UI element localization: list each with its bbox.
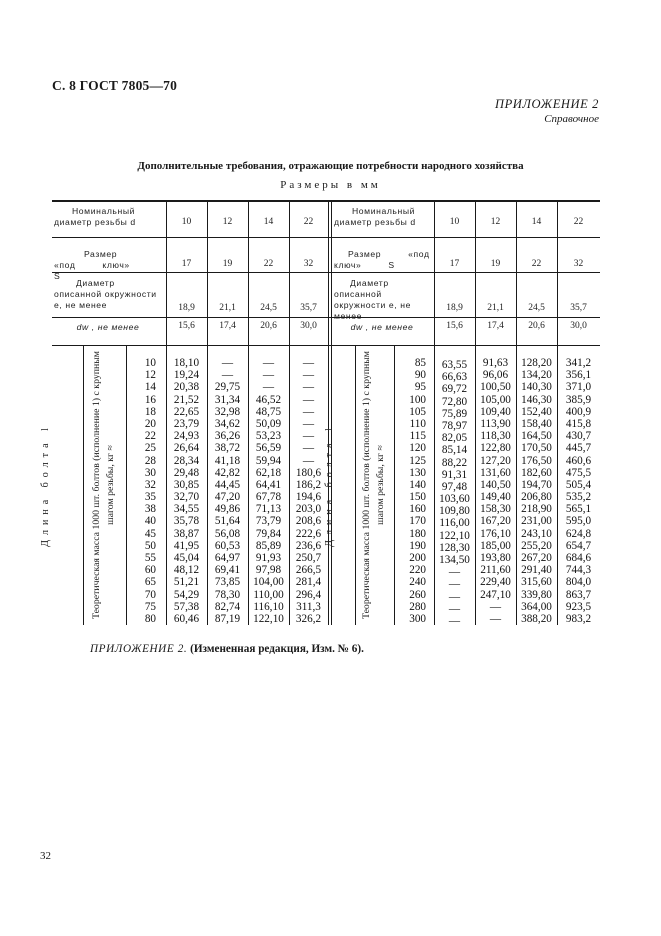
table-cell: 128,20 [521,357,552,369]
table-cell: 47,20 [214,491,241,504]
table-cell: 388,20 [521,612,552,625]
table-cell: 97,48 [441,480,468,493]
table-cell: 565,1 [565,503,592,516]
table-cell: 229,40 [480,576,511,589]
table-cell: 30 [144,466,156,479]
table-cell: 176,50 [521,454,552,467]
table-cell: — [489,612,502,625]
col-rule [355,346,356,625]
nominal-d-12: 12 [490,217,501,227]
bolt-length-column [126,357,156,625]
wrench-s: 17 [181,259,192,269]
table-cell: — [221,369,234,382]
table-cell: 170,50 [521,442,552,455]
table-cell: 75,89 [441,407,468,420]
table-cell: 110 [409,417,426,430]
table-cell: 744,3 [565,564,592,577]
table-cell: 82,05 [441,432,468,445]
appendix-label-block [495,97,599,127]
table-cell: 85,14 [441,444,468,457]
appendix-type: Справочное [544,113,599,125]
mass-column-d10 [434,359,475,627]
table-cell: 19,24 [173,369,200,382]
table-cell: 35 [144,491,156,504]
table-cell: 95 [414,381,426,394]
page-header: С. 8 ГОСТ 7805—70 [52,78,178,93]
nominal-d-10: 10 [181,217,192,227]
table-cell: — [448,566,461,579]
table-cell: 115 [409,430,426,443]
table-cell: 131,60 [480,466,511,479]
table-cell: 311,3 [296,600,321,613]
nominal-d-10: 10 [449,217,460,227]
table-cell: 59,94 [255,454,282,467]
appendix-label: ПРИЛОЖЕНИЕ 2 [494,97,599,111]
table-cell: 32 [144,478,156,491]
table-cell: 28 [144,454,156,467]
table-cell: 69,72 [441,383,468,396]
table-cell: 67,78 [255,491,282,504]
nominal-d-14: 14 [263,217,274,227]
page-number: 32 [40,850,51,862]
table-cell: 208,6 [295,515,322,528]
table-cell: 206,80 [521,491,552,504]
table-cell: 140,30 [521,381,552,394]
dw-value: 20,6 [528,321,545,331]
table-cell: 71,13 [255,503,282,516]
row-rule [52,345,600,346]
circ-diameter-e: 24,5 [260,303,277,313]
table-cell: 69,41 [214,564,241,577]
table-cell: 113,90 [480,417,511,430]
table-cell: 240 [409,576,426,589]
table-cell: 70 [144,588,156,601]
table-cell: 103,60 [439,493,470,506]
table-cell: 415,8 [565,417,592,430]
nominal-d-12: 12 [222,217,233,227]
table-cell: 21,52 [173,393,200,406]
table-cell: 140 [409,478,426,491]
wrench-s: 17 [449,259,460,269]
table-cell: 255,20 [521,539,552,552]
dw-value: 17,4 [219,321,236,331]
circ-diameter-e: 18,9 [178,303,195,313]
table-cell: 160 [409,503,426,516]
table-cell: 654,7 [565,539,592,552]
table-cell: 48,75 [255,405,282,418]
table-cell: 56,59 [255,442,282,455]
footnote-appendix-ref: ПРИЛОЖЕНИЕ 2. [90,643,188,655]
table-cell: 247,10 [480,588,511,601]
table-cell: 44,45 [214,478,241,491]
table-cell: — [302,442,315,455]
wrench-s: 19 [222,259,233,269]
table-cell: 20,38 [173,381,200,394]
table-cell: 73,85 [214,576,241,589]
table-cell: 18 [144,405,156,418]
table-cell: 134,50 [439,554,470,566]
table-cell: 26,64 [173,442,200,455]
table-cell: — [448,578,461,591]
table-top-rule [52,200,600,202]
circ-diameter-e: 35,7 [300,303,317,313]
table-cell: 53,23 [255,430,282,443]
table-cell: 146,30 [521,393,552,406]
table-cell: 180,6 [295,466,322,479]
table-cell: — [489,600,502,613]
table-cell: 34,55 [173,503,200,516]
table-cell: 65 [144,576,156,589]
table-cell: 315,60 [521,576,552,589]
mass-column-d12 [207,357,248,625]
table-cell: 130 [409,466,426,479]
table-cell: 60 [144,564,156,577]
table-cell: 385,9 [565,393,592,406]
table-cell: 190 [409,539,426,552]
wrench-s: 32 [303,259,314,269]
table-cell: 260 [409,588,426,601]
table-cell: 57,38 [173,600,200,613]
table-cell: 193,80 [480,552,511,564]
header-label-nominal-diameter: Номинальный диаметр резьбы d [54,206,136,227]
table-cell: 22,65 [173,405,200,418]
table-cell: 91,63 [482,357,509,369]
table-cell: 122,10 [253,612,284,625]
table-cell: — [302,454,315,467]
table-cell: 110,00 [253,588,284,601]
table-cell: 116,10 [253,600,284,613]
table-cell: 40 [144,515,156,528]
bolt-length-column [394,357,426,625]
table-cell: — [302,430,315,443]
table-cell: 186,2 [295,478,322,491]
table-cell: 23,79 [173,417,200,430]
table-cell: 109,40 [480,405,511,418]
table-cell: — [262,357,275,369]
table-cell: 371,0 [565,381,592,394]
table-cell: 122,80 [480,442,511,455]
table-cell: 54,29 [173,588,200,601]
table-cell: 38 [144,503,156,516]
table-cell: 445,7 [565,442,592,455]
table-cell: — [302,369,315,382]
table-cell: 63,55 [441,359,468,371]
table-cell: 127,20 [480,454,511,467]
table-cell: 48,12 [173,564,200,577]
table-cell: 266,5 [295,564,322,577]
table-cell: 62,18 [255,466,282,479]
nominal-d-14: 14 [531,217,542,227]
table-cell: 300 [409,612,426,625]
table-cell: 105 [409,405,426,418]
header-label-wrench-size: Размер «под ключ» S [334,249,430,270]
table-cell: 203,0 [295,503,322,516]
table-cell: 82,74 [214,600,241,613]
table-cell: 475,5 [565,466,592,479]
table-cell: 804,0 [565,576,592,589]
table-cell: 51,21 [173,576,200,589]
table-cell: 24,93 [173,430,200,443]
table-cell: 863,7 [565,588,592,601]
table-cell: 18,10 [173,357,200,369]
table-cell: 430,7 [565,430,592,443]
col-rule [83,346,84,625]
table-cell: 326,2 [295,612,322,625]
table-cell: — [262,369,275,382]
table-cell: 460,6 [565,454,592,467]
table-cell: 218,90 [521,503,552,516]
table-cell: 296,4 [295,588,322,601]
table-cell: 79,84 [255,527,282,540]
table-cell: 149,40 [480,491,511,504]
table-cell: 182,60 [521,466,552,479]
table-cell: 220 [409,564,426,577]
table-cell: — [302,381,315,394]
table-title: Дополнительные требования, отражающие потребности народного хозяйства [137,160,524,172]
bolt-length-label: Длина болта l [40,423,51,547]
table-cell: 34,62 [214,417,241,430]
table-cell: 364,00 [521,600,552,613]
header-label-nominal-diameter: Номинальный диаметр резьбы d [334,206,416,227]
table-cell: 535,2 [565,491,592,504]
table-cell: 185,00 [480,539,511,552]
table-cell: 125 [409,454,426,467]
table-cell: 211,60 [480,564,511,577]
table-cell: — [302,393,315,406]
table-cell: 41,18 [214,454,241,467]
table-cell: 78,97 [441,419,468,432]
table-cell: — [302,405,315,418]
table-cell: 25 [144,442,156,455]
table-cell: 90 [414,369,426,382]
table-cell: 85,89 [255,539,282,552]
table-cell: 91,93 [255,552,282,564]
header-label-circumscribed-diameter: Диаметр описанной окружности e, не менее [334,278,411,321]
dw-value: 17,4 [487,321,504,331]
table-cell: 87,19 [214,612,241,625]
table-cell: 231,00 [521,515,552,528]
dw-value: 15,6 [446,321,463,331]
table-cell: 20 [144,417,156,430]
table-cell: 983,2 [565,612,592,625]
nominal-d-22: 22 [303,217,314,227]
table-cell: 339,80 [521,588,552,601]
table-cell: 46,52 [255,393,282,406]
table-cell: 222,6 [295,527,322,540]
table-cell: 29,75 [214,381,241,394]
table-cell: 624,8 [565,527,592,540]
table-cell: 134,20 [521,369,552,382]
circ-diameter-e: 21,1 [219,303,236,313]
table-cell: — [221,357,234,369]
table-cell: 236,6 [295,539,322,552]
table-cell: 150 [409,491,426,504]
table-cell: 923,5 [565,600,592,613]
table-cell: 194,70 [521,478,552,491]
table-cell: 356,1 [565,369,592,382]
table-cell: — [448,602,461,615]
table-cell: 167,20 [480,515,511,528]
table-cell: 97,98 [255,564,282,577]
table-cell: 78,30 [214,588,241,601]
header-label-circumscribed-diameter: Диаметр описанной окружности e, не менее [54,278,157,310]
table-cell: 400,9 [565,405,592,418]
dw-value: 30,0 [570,321,587,331]
table-cell: 140,50 [480,478,511,491]
table-cell: 120 [409,442,426,455]
table-cell: 32,98 [214,405,241,418]
table-cell: 109,80 [439,505,470,518]
dw-value: 30,0 [300,321,317,331]
units-caption: Размеры в мм [280,179,381,191]
table-cell: 12 [144,369,156,382]
table-cell: 88,22 [441,456,468,469]
header-label-dw: dw , не менее [350,322,414,332]
table-cell: 75 [144,600,156,613]
wrench-s: 32 [573,259,584,269]
circ-diameter-e: 24,5 [528,303,545,313]
wrench-s: 19 [490,259,501,269]
table-cell: 22 [144,430,156,443]
wrench-s: 22 [531,259,542,269]
table-cell: 35,78 [173,515,200,528]
table-cell: 267,20 [521,552,552,564]
circ-diameter-e: 35,7 [570,303,587,313]
mass-column-d14 [248,357,289,625]
table-cell: 73,79 [255,515,282,528]
dw-value: 20,6 [260,321,277,331]
table-cell: 16 [144,393,156,406]
row-rule [52,317,600,318]
table-cell: 50,09 [255,417,282,430]
table-cell: 291,40 [521,564,552,577]
circ-diameter-e: 18,9 [446,303,463,313]
table-cell: 96,06 [482,369,509,382]
bolt-length-label: Длина болта l [324,423,335,547]
table-cell: 595,0 [565,515,592,528]
table-cell: 31,34 [214,393,241,406]
table-cell: 281,4 [295,576,322,589]
table-cell: 64,41 [255,478,282,491]
table-cell: 505,4 [565,478,592,491]
table-cell: 152,40 [521,405,552,418]
theoretical-mass-label: Теоретическая масса 1000 шт. болтов (исполнение 1) с крупным шагом резьбы, кг ≈ [361,350,386,620]
table-cell: 66,63 [441,371,468,384]
header-label-wrench-size: Размер «под ключ» S [54,249,130,281]
header-label-dw: dw , не менее [76,322,140,332]
table-cell: 41,95 [173,539,200,552]
mass-column-d14 [516,357,557,625]
table-cell: 49,86 [214,503,241,516]
footnote-revision: (Измененная редакция, Изм. № 6). [190,643,364,655]
table-cell: 28,34 [173,454,200,467]
table-cell: 116,00 [439,517,470,530]
table-cell: 684,6 [565,552,592,564]
table-cell: 100 [409,393,426,406]
table-cell: 38,87 [173,527,200,540]
table-cell: 56,08 [214,527,241,540]
footnote [90,643,364,655]
table-cell: 32,70 [173,491,200,504]
mass-column-d10 [166,357,207,625]
table-cell: 176,10 [480,527,511,540]
table-cell: 42,82 [214,466,241,479]
mass-column-d22 [289,357,328,625]
table-cell: 122,10 [439,529,470,542]
table-cell: 280 [409,600,426,613]
table-cell: — [302,417,315,430]
table-cell: 14 [144,381,156,394]
table-cell: 30,85 [173,478,200,491]
theoretical-mass-label: Теоретическая масса 1000 шт. болтов (исполнение 1) с крупным шагом резьбы, кг ≈ [91,350,116,620]
table-cell: 80 [144,612,156,625]
row-rule [52,237,600,238]
table-cell: 105,00 [480,393,511,406]
table-cell: 55 [144,552,156,564]
table-cell: 341,2 [565,357,592,369]
table-cell: 128,30 [439,541,470,554]
table-cell: 158,30 [480,503,511,516]
table-cell: 200 [409,552,426,564]
table-cell: 164,50 [521,430,552,443]
table-cell: 38,72 [214,442,241,455]
circ-diameter-e: 21,1 [487,303,504,313]
table-cell: 36,26 [214,430,241,443]
dw-value: 15,6 [178,321,195,331]
table-cell: 158,40 [521,417,552,430]
table-cell: 104,00 [253,576,284,589]
table-cell: 50 [144,539,156,552]
table-cell: 72,80 [441,395,468,408]
table-cell: 243,10 [521,527,552,540]
nominal-d-22: 22 [573,217,584,227]
table-cell: 118,30 [480,430,511,443]
table-cell: 10 [144,357,156,369]
table-cell: 64,97 [214,552,241,564]
table-cell: 250,7 [295,552,322,564]
table-cell: 29,48 [173,466,200,479]
table-cell: — [302,357,315,369]
table-cell: 60,46 [173,612,200,625]
mass-column-d22 [557,357,600,625]
table-cell: 85 [414,357,426,369]
table-cell: 60,53 [214,539,241,552]
table-cell: — [262,381,275,394]
table-cell: 91,31 [441,468,468,481]
table-cell: 45,04 [173,552,200,564]
table-cell: 194,6 [295,491,322,504]
table-cell: 180 [409,527,426,540]
wrench-s: 22 [263,259,274,269]
table-cell: 45 [144,527,156,540]
table-cell: 51,64 [214,515,241,528]
table-cell: 170 [409,515,426,528]
mass-column-d12 [475,357,516,625]
table-cell: 100,50 [480,381,511,394]
table-cell: — [448,614,461,627]
table-cell: — [448,590,461,603]
